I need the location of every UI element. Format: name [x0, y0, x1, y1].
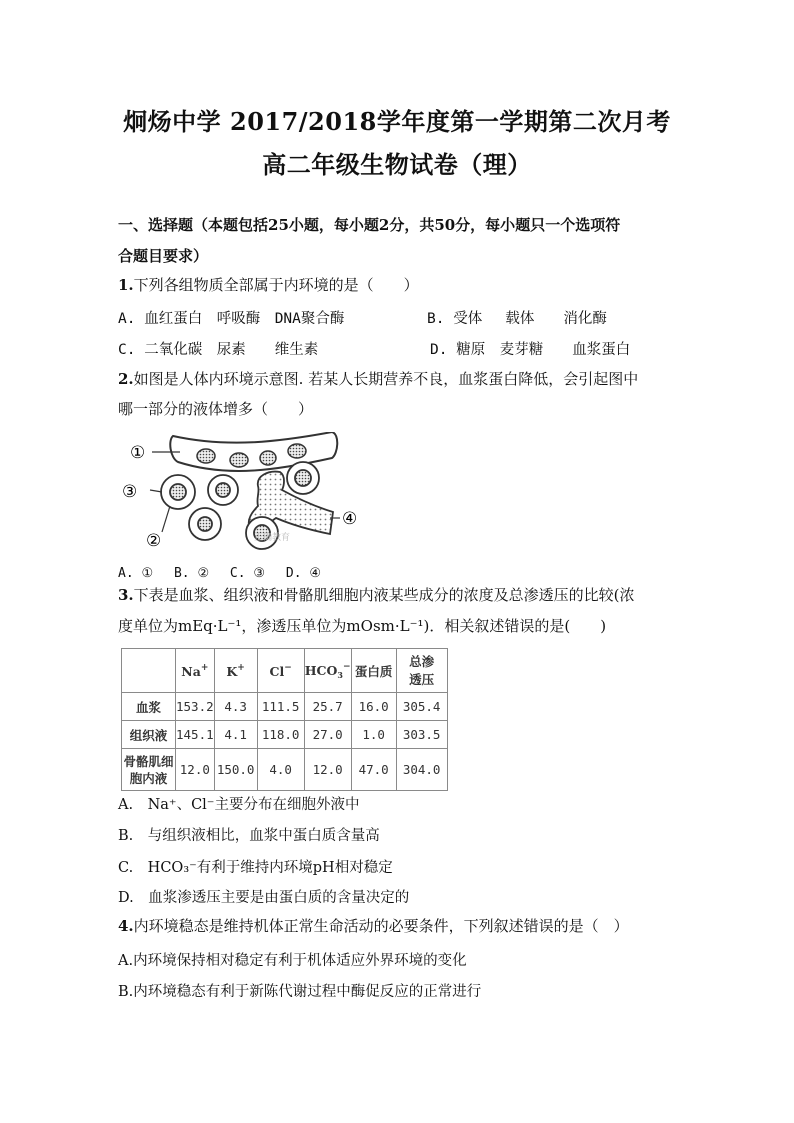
label-2: ②: [146, 531, 162, 551]
question-number: 3.: [118, 586, 134, 604]
table-cell: 303.5: [396, 721, 447, 749]
section-heading-line1: 一、选择题（本题包括25小题，每小题2分，共50分，每小题只一个选项符: [118, 216, 621, 234]
table-cell: 4.0: [257, 749, 304, 791]
table-cell: 27.0: [304, 721, 351, 749]
q3-option-b: B. 与组织液相比，血浆中蛋白质含量高: [118, 828, 380, 844]
question-stem-line1: 下表是血浆、组织液和骨骼肌细胞内液某些成分的浓度及总渗透压的比较(浓: [133, 586, 635, 604]
table-cell: 145.1: [176, 721, 215, 749]
question-stem: 下列各组物质全部属于内环境的是（ ）: [133, 276, 419, 294]
question-stem: 内环境稳态是维持机体正常生命活动的必要条件，下列叙述错误的是（ ）: [133, 917, 629, 935]
table-header-empty: [122, 649, 176, 693]
table-row: [122, 721, 448, 749]
q3-option-c: C. HCO₃⁻有利于维持内环境pH相对稳定: [118, 860, 393, 876]
table-row: [122, 693, 448, 721]
tissue-cell: [161, 475, 195, 509]
question-number: 2.: [118, 370, 134, 388]
table-cell: 150.0: [214, 749, 257, 791]
table-cell: 12.0: [304, 749, 351, 791]
q2-options: A. ① B. ② C. ③ D. ④: [118, 566, 322, 581]
question-number: 1.: [118, 276, 134, 294]
table-cell: 16.0: [351, 693, 396, 721]
table-cell: 305.4: [396, 693, 447, 721]
table-cell: 25.7: [304, 693, 351, 721]
exam-subtitle: 高二年级生物试卷（理）: [262, 150, 532, 179]
table-header-na: Na+: [176, 649, 215, 693]
table-cell: 12.0: [176, 749, 215, 791]
section-heading-line2: 合题目要求）: [118, 247, 209, 265]
question-2-line2: 哪一部分的液体增多（ ）: [118, 400, 314, 418]
table-header-row: [122, 649, 448, 693]
watermark: 正确教育: [254, 533, 291, 543]
row-label: 骨骼肌细 胞内液: [122, 749, 176, 791]
question-2: [118, 368, 638, 390]
composition-table: [121, 648, 448, 791]
table-header-cl: Cl−: [257, 649, 304, 693]
table-header-osmotic: 总渗 透压: [396, 649, 447, 693]
tissue-cell: [287, 462, 319, 494]
q1-option-c: C. 二氧化碳 尿素 维生素: [118, 342, 319, 358]
label-4: ④: [342, 509, 358, 529]
row-label: 组织液: [122, 721, 176, 749]
label-3: ③: [122, 482, 138, 502]
question-3-line2: 度单位为mEq·L⁻¹，渗透压单位为mOsm·L⁻¹)．相关叙述错误的是( ): [118, 617, 607, 635]
tissue-cell: [208, 475, 238, 505]
tissue-cell: [189, 508, 221, 540]
question-stem-line1: 如图是人体内环境示意图. 若某人长期营养不良，血浆蛋白降低，会引起图中: [133, 370, 639, 388]
q3-option-a: A. Na⁺、Cl⁻主要分布在细胞外液中: [118, 797, 360, 813]
table-cell: 153.2: [176, 693, 215, 721]
blood-cell: [260, 451, 276, 465]
q3-option-d: D. 血浆渗透压主要是由蛋白质的含量决定的: [118, 890, 410, 906]
table-header-hco3: $HCO_3^-$: [304, 649, 351, 693]
table-header-k: K+: [214, 649, 257, 693]
table-cell: 4.1: [214, 721, 257, 749]
q4-option-a: A.内环境保持相对稳定有利于机体适应外界环境的变化: [118, 953, 467, 969]
table-row: [122, 749, 448, 791]
question-3: [118, 584, 635, 606]
internal-environment-diagram: [118, 432, 368, 552]
table-cell: 4.3: [214, 693, 257, 721]
question-4: [118, 915, 629, 937]
q4-option-b: B.内环境稳态有利于新陈代谢过程中酶促反应的正常进行: [118, 984, 482, 1000]
row-label: 血浆: [122, 693, 176, 721]
table-cell: 118.0: [257, 721, 304, 749]
table-cell: 1.0: [351, 721, 396, 749]
table-header-protein: 蛋白质: [351, 649, 396, 693]
exam-title: 炯炀中学 2017/2018学年度第一学期第二次月考: [123, 107, 671, 136]
q1-option-d: D. 糖原 麦芽糖 血浆蛋白: [430, 342, 631, 358]
question-number: 4.: [118, 917, 134, 935]
q1-option-b: B. 受体 载体 消化酶: [427, 311, 607, 327]
question-1: [118, 274, 419, 296]
blood-cell: [230, 453, 248, 467]
q1-option-a: A. 血红蛋白 呼吸酶 DNA聚合酶: [118, 311, 345, 327]
table-cell: 304.0: [396, 749, 447, 791]
table-cell: 47.0: [351, 749, 396, 791]
blood-cell: [197, 449, 215, 463]
blood-cell: [288, 444, 306, 458]
label-1: ①: [130, 443, 146, 463]
table-cell: 111.5: [257, 693, 304, 721]
